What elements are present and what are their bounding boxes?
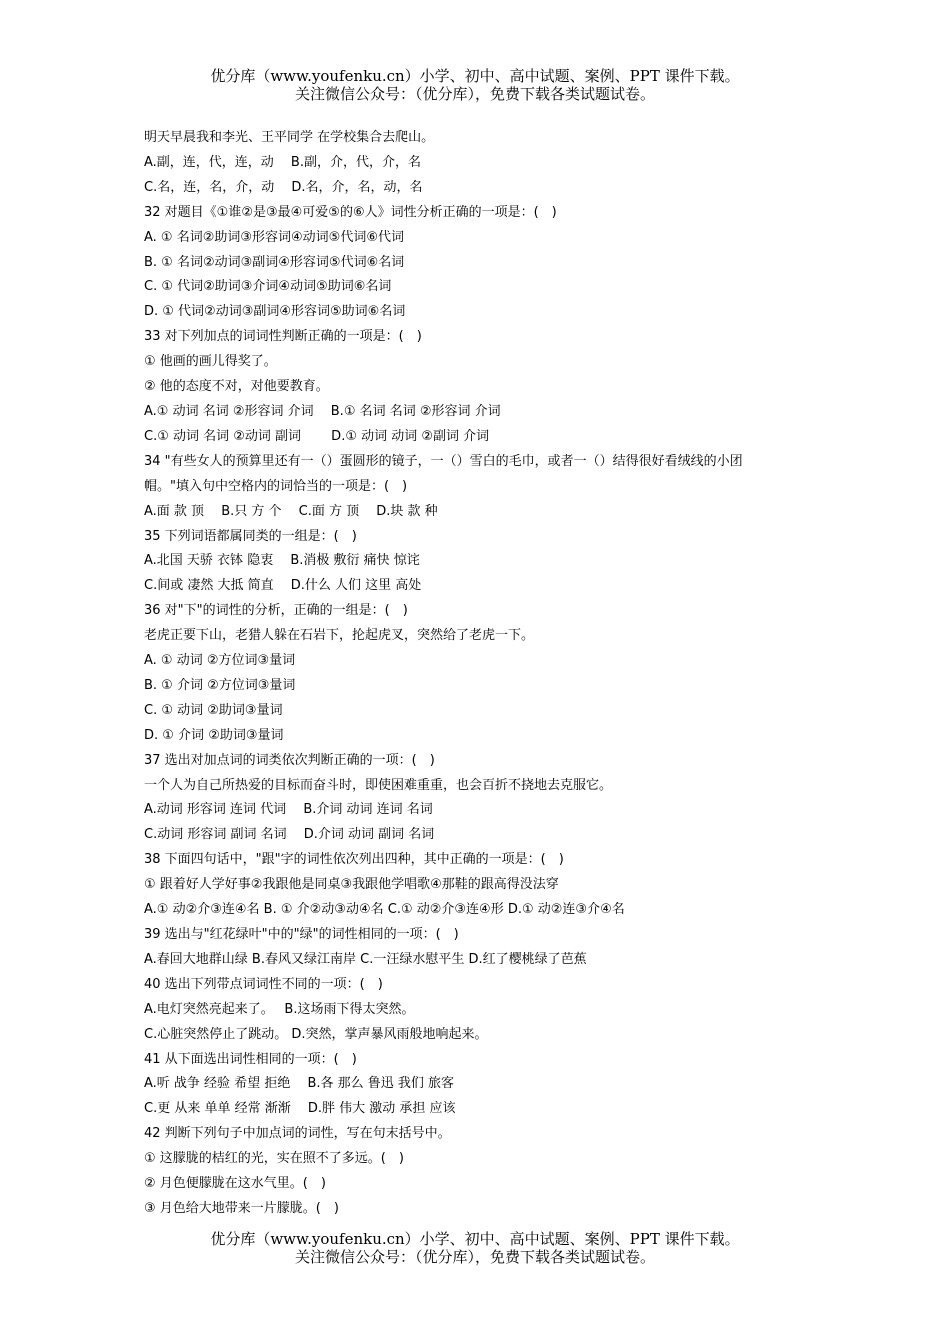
text-line: A. ① 动词 ②方位词③量词	[144, 653, 296, 669]
text-line: B. ① 介词 ②方位词③量词	[144, 677, 296, 693]
text-line: C.心脏突然停止了跳动。 D.突然，掌声暴风雨般地响起来。	[144, 1026, 488, 1042]
text-line: 39 选出与"红花绿叶"中的"绿"的词性相同的一项：( )	[144, 927, 459, 942]
text-line: A.① 动②介③连④名 B. ① 介②动③动④名 C.① 动②介③连④形 D.① 动②连③介④名	[144, 902, 625, 918]
text-line: B. ① 名词②动词③副词④形容词⑤代词⑥名词	[144, 254, 405, 270]
text-line: A.副，连，代，连，动 B.副，介，代，介，名	[144, 154, 421, 170]
text-line: 42 判断下列句子中加点词的词性，写在句末括号中。	[144, 1126, 451, 1142]
text-line: 老虎正要下山，老猎人躲在石岩下，抡起虎叉，突然给了老虎一下。	[144, 628, 535, 644]
text-line: ② 月色便朦胧在这水气里。( )	[144, 1176, 326, 1192]
page-header	[0, 67, 950, 103]
text-line: A.北国 天骄 衣钵 隐衷 B.消极 敷衍 痛快 惊诧	[144, 553, 420, 569]
text-line: A.面 款 顶 B.只 方 个 C.面 方 顶 D.块 款 种	[144, 503, 438, 519]
text-line: C. ① 动词 ②助词③量词	[144, 702, 283, 718]
text-line: 帽。"填入句中空格内的词恰当的一项是：( )	[144, 478, 408, 494]
page-footer	[0, 1230, 950, 1266]
text-line: C.名，连，名，介，动 D.名，介，名，动，名	[144, 179, 423, 195]
header-line-2: 关注微信公众号：（优分库），免费下载各类试题试卷。	[294, 85, 655, 103]
text-line: 37 选出对加点词的词类依次判断正确的一项：( )	[144, 752, 435, 768]
text-line: 一个人为自己所热爱的目标而奋斗时，即使困难重重，也会百折不挠地去克服它。	[144, 777, 613, 793]
footer-line-1: 优分库（www.youfenku.cn）小学、初中、高中试题、案例、PPT 课件下载。	[210, 1230, 740, 1248]
text-line: C.① 动词 名词 ②动词 副词 D.① 动词 动词 ②副词 介词	[144, 428, 490, 444]
text-line: 明天早晨我和李光、王平同学 在学校集合去爬山。	[144, 130, 435, 145]
text-line: 35 下列词语都属同类的一组是：( )	[144, 528, 357, 544]
text-line: ① 跟着好人学好事②我跟他是同桌③我跟他学唱歌④那鞋的跟高得没法穿	[144, 877, 559, 893]
text-line: A. ① 名词②助词③形容词④动词⑤代词⑥代词	[144, 229, 404, 245]
text-line: A.春回大地群山绿 B.春风又绿江南岸 C.一汪绿水慰平生 D.红了樱桃绿了芭蕉	[144, 951, 587, 967]
text-line: 34 "有些女人的预算里还有一（）蛋圆形的镜子，一（）雪白的毛巾，或者一（）结得很好看绒线的小团	[144, 453, 743, 469]
text-line: 41 从下面选出词性相同的一项：( )	[144, 1051, 357, 1067]
text-line: 38 下面四句话中，"跟"字的词性依次列出四种，其中正确的一项是：( )	[144, 852, 564, 868]
text-line: C.间或 凄然 大抵 简直 D.什么 人们 这里 高处	[144, 578, 422, 594]
text-line: 33 对下列加点的词词性判断正确的一项是：( )	[144, 329, 422, 345]
text-line: A.① 动词 名词 ②形容词 介词 B.① 名词 名词 ②形容词 介词	[144, 403, 501, 419]
footer-line-2: 关注微信公众号：（优分库），免费下载各类试题试卷。	[294, 1248, 655, 1266]
text-line: ② 他的态度不对，对他要教育。	[144, 379, 329, 395]
text-line: D. ① 代词②动词③副词④形容词⑤助词⑥名词	[144, 304, 406, 320]
text-line: D. ① 介词 ②助词③量词	[144, 727, 284, 743]
text-line: ① 这朦胧的桔红的光，实在照不了多远。( )	[144, 1151, 404, 1167]
text-line: C.动词 形容词 副词 名词 D.介词 动词 副词 名词	[144, 827, 435, 843]
header-line-1: 优分库（www.youfenku.cn）小学、初中、高中试题、案例、PPT 课件下载。	[210, 67, 740, 85]
text-line: C. ① 代词②助词③介词④动词⑤助词⑥名词	[144, 279, 392, 295]
text-line: ① 他画的画儿得奖了。	[144, 354, 277, 370]
text-line: 32 对题目《①谁②是③最④可爱⑤的⑥人》词性分析正确的一项是：( )	[144, 204, 557, 220]
document-body	[144, 126, 824, 1222]
text-line: A.电灯突然亮起来了。 B.这场雨下得太突然。	[144, 1001, 415, 1017]
text-line: 36 对"下"的词性的分析，正确的一组是：( )	[144, 603, 408, 619]
text-line: A.动词 形容词 连词 代词 B.介词 动词 连词 名词	[144, 802, 433, 818]
text-line: A.听 战争 经验 希望 拒绝 B.各 那么 鲁迅 我们 旅客	[144, 1076, 455, 1092]
text-line: 40 选出下列带点词词性不同的一项：( )	[144, 976, 383, 992]
text-line: C.更 从来 单单 经常 渐渐 D.胖 伟大 激动 承担 应该	[144, 1101, 456, 1117]
text-line: ③ 月色给大地带来一片朦胧。( )	[144, 1200, 339, 1216]
